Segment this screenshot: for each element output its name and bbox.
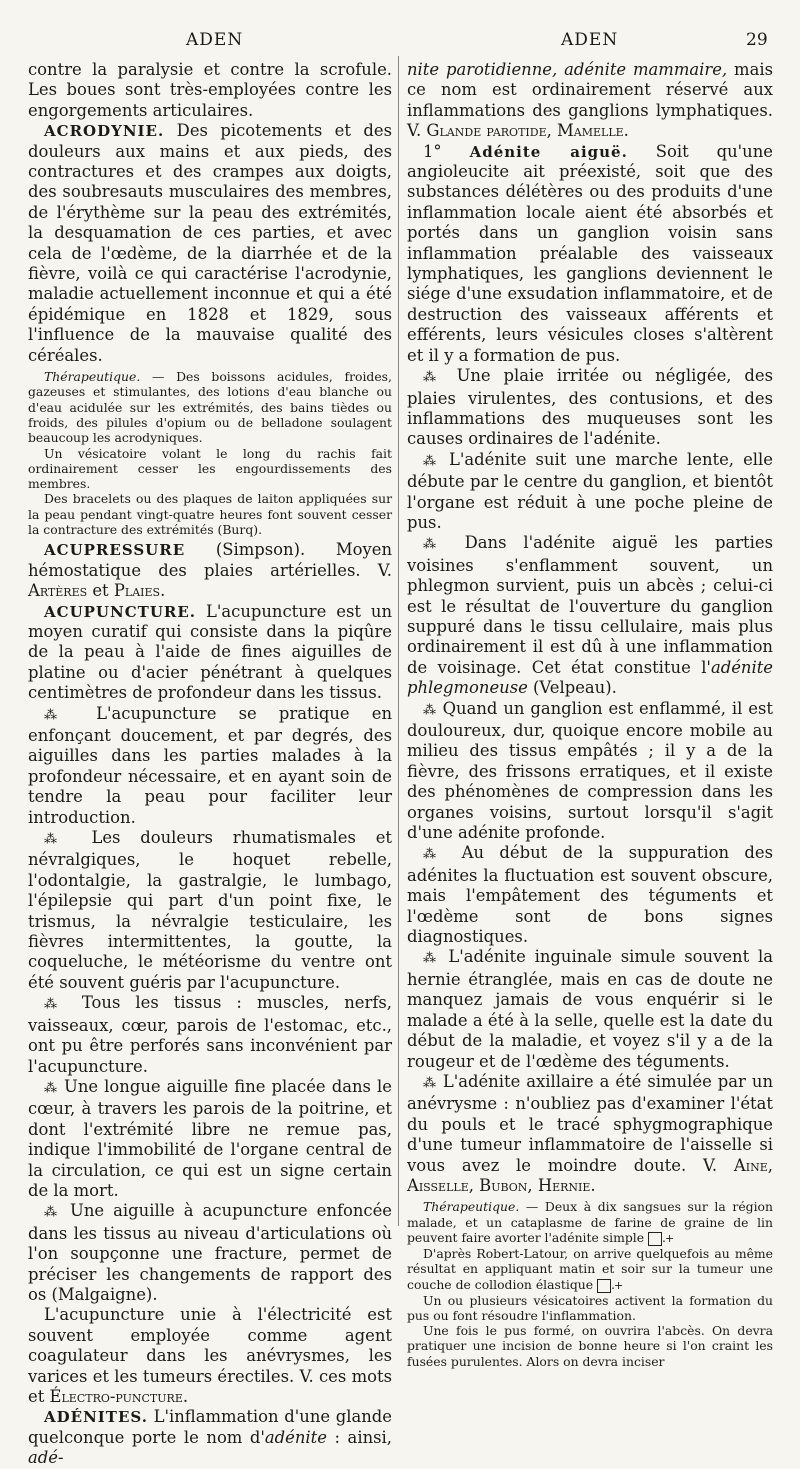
adenite-para-4 — [407, 699, 773, 844]
right-column — [407, 60, 774, 1369]
para-text: Au début de la suppuration des adénites la fluctuation est souvent obscure, mais l'empâtement des téguments et l'œdème sont de bons signes diagnostiques. — [407, 843, 774, 947]
para-text: L'acupuncture se pratique en enfonçant doucement, et par degrés, des aiguilles dans les parties malades à la profondeur nécessaire, et en ayant soin de tendre la peau pour faciliter leur introduction. — [28, 703, 393, 827]
punctuation: . — [611, 1276, 615, 1292]
adenite-abces: Une fois le pus formé, on ouvrira l'abcès. On devra pratiquer une incision de bonne heure si l'on craint les fusées purulentes. Alors on devra inciser — [407, 1323, 773, 1369]
adenite-para-1 — [407, 366, 773, 450]
para-text: L'adénite axillaire a été simulée par un anévrysme : n'oubliez pas d'examiner l'état du pouls et le tracé sphygmographique d'une tumeur inflammatoire de l'aisselle si vous avez le moindre doute. V. — [407, 1071, 774, 1175]
acupuncture-para-4 — [28, 1077, 392, 1201]
para-text: Soit qu'une angioleucite ait préexisté, soit que des substances délétères ou des produits d'une inflammation locale aient été absorbés et portés dans un ganglion voisin sans inflammation préalable des vaisseaux lymphatiques, les ganglions deviennent le siége d'une exsudation inflammatoire, et de destruction des vaisseaux afférents et efférents, leurs vésicules closes s'altèrent et il y a formation de pus. — [407, 141, 773, 365]
acupuncture-para-1 — [28, 704, 392, 828]
para-text: Les douleurs rhumatismales et névralgiques, le hoquet rebelle, l'odontalgie, la gastralgie, le lumbago, l'épilepsie qui part d'un point fixe, le trismus, la névralgie testiculaire, les fièvres intermittentes, la goutte, la coqueluche, le météorisme du ventre ont été souvent guéris par l'acupuncture. — [28, 828, 393, 992]
asterism-icon: ⁂ — [44, 997, 67, 1013]
entry-acupressure — [28, 540, 392, 601]
para-text: L'adénite inguinale simule souvent la hernie étranglée, mais en cas de doute ne manquez jamais de vous enquérir si le malade a été à la selle, quelle est la date du début de la maladie, et voyez s'il y a de la rougeur et de l'œdème des téguments. — [407, 947, 773, 1071]
para-text: Une aiguille à acupuncture enfoncée dans les tissus au niveau d'articulations où l'on soupçonne une fracture, permet de préciser les changements de rapport des os (Malgaigne). — [28, 1201, 393, 1304]
column-divider — [398, 56, 399, 1226]
entry-text: L'inflammation d'une glande quelconque porte le nom d' — [28, 1407, 392, 1447]
para-text: Tous les tissus : muscles, nerfs, vaisseaux, cœur, parois de l'estomac, etc., ont pu être perforés sans inconvénient par l'acupuncture. — [28, 993, 393, 1076]
asterism-icon: ⁂ — [44, 1080, 58, 1096]
right-running-title: ADEN — [561, 30, 619, 50]
page-number: 29 — [746, 30, 768, 50]
entry-text: Des picotements et des douleurs aux mains et aux pieds, des contractures et des crampes aux doigts, des soubresauts musculaires des membres, de l'érythème sur la peau des extrémités, la desquamation de ces parties, et avec cela de l'œdème, de la diarrhée et de la fièvre, voilà ce qui caractérise l'acrodynie, maladie actuellement inconnue et qui a été épidémique en 1828 et 1829, sous l'influence de la mauvaise qualité des céréales. — [28, 121, 393, 365]
asterism-icon: ⁂ — [44, 832, 72, 848]
entry-text: (Simpson). Moyen hémostatique des plaies artérielles. V. — [28, 540, 392, 580]
asterism-icon: ⁂ — [423, 537, 448, 553]
acupuncture-para-3 — [28, 993, 392, 1077]
cross-reference: Artères — [28, 581, 88, 601]
asterism-icon: ⁂ — [423, 847, 447, 863]
therapeutique-text: Des boissons acidules, froides, gazeuses et stimulantes, des lotions d'eau blanche ou d'eau acidulée sur les extrémités, des bains tièdes ou froids, des pilules d'opium ou de belladone soulagent beaucoup les acrodyniques. — [28, 369, 392, 446]
para-text: Dans l'adénite aiguë les parties voisines s'enflamment souvent, un phlegmon survient, puis un abcès ; celui-ci est le résultat de l'ouverture du ganglion suppuré dans le tissu cellulaire, mais plus ordinairement il est dû à une inflammation de voisinage. Cet état constitue l' — [407, 533, 773, 677]
adenite-para-7 — [407, 1072, 773, 1196]
section-number: 1° — [423, 141, 442, 161]
entry-acupuncture — [28, 602, 392, 704]
adenite-para-5 — [407, 843, 773, 947]
adenite-para-2 — [407, 450, 773, 534]
term: nite parotidienne, adénite mammaire, — [407, 60, 728, 79]
adenite-para-6 — [407, 947, 773, 1071]
therapeutique-adenite — [407, 1199, 773, 1246]
section-adenite-aigue — [407, 142, 773, 366]
therapeutique-acrodynie — [28, 369, 392, 445]
adenites-continued — [407, 60, 773, 142]
para-text: mais ce nom est ordinairement réservé aux inflammations des ganglions lymphatiques. V. — [407, 60, 773, 141]
conjunction: et — [92, 581, 109, 601]
para-text: D'après Robert-Latour, on arrive quelquefois au même résultat en appliquant matin et soir sur la tumeur une couche de collodion élastique — [407, 1245, 773, 1292]
punctuation: . — [662, 1229, 666, 1245]
entry-head: ACUPUNCTURE. — [44, 602, 197, 621]
entry-head: ACUPRESSURE — [44, 541, 186, 560]
para-text: L'acupuncture unie à l'électricité est souvent employée comme agent coagulateur dans les anévrysmes, les varices et les tumeurs érectiles. V. ces mots et — [28, 1305, 392, 1407]
acrodynie-bracelets: Des bracelets ou des plaques de laiton appliquées sur la peau pendant vingt-quatre heures font souvent cesser la contracture des extrémités (Burq). — [28, 491, 392, 538]
left-running-title: ADEN — [186, 30, 244, 50]
para-text: Une plaie irritée ou négligée, des plaies virulentes, des contusions, et des inflammations des muqueuses sont les causes ordinaires de l'adénite. — [407, 366, 773, 449]
section-head: Adénite aiguë. — [469, 142, 628, 161]
asterism-icon: ⁂ — [44, 1205, 61, 1221]
therapeutique-label: Thérapeutique. — — [44, 369, 165, 385]
therapeutique-text: Deux à dix sangsues sur la région malade, et un cataplasme de farine de graine de lin peuvent faire avorter l'adénite simple — [407, 1199, 773, 1245]
para-text: L'adénite suit une marche lente, elle débute par le centre du ganglion, et bientôt l'organe est réduit à une poche pleine de pus. — [407, 449, 773, 532]
therapeutique-label: Thérapeutique. — — [423, 1199, 539, 1215]
term-hyphenated: adé- — [28, 1448, 64, 1468]
asterism-icon: ⁂ — [423, 702, 437, 718]
asterism-icon: ⁂ — [423, 951, 440, 967]
adenite-vesicatoires: Un ou plusieurs vésicatoires activent la formation du pus ou font résoudre l'inflammation. — [407, 1292, 773, 1323]
entry-text: L'acupuncture est un moyen curatif qui consiste dans la piqûre de la peau à l'aide de fines aiguilles de platine ou d'acier pénétrant à quelques centimètres de profondeur dans les tissus. — [28, 601, 393, 703]
entry-text: : ainsi, — [334, 1427, 392, 1447]
para-text: Une longue aiguille fine placée dans le cœur, à travers les parois de la poitrine, et dont l'extrémité libre ne remue pas, indique l'immobilité de l'organe central de la circulation, ce qui est un signe certain de la mort. — [28, 1076, 393, 1200]
para-text: (Velpeau). — [527, 678, 617, 698]
cross-reference: Électro-puncture. — [49, 1387, 189, 1407]
adenite-para-3 — [407, 533, 773, 698]
left-column — [28, 60, 393, 1468]
acupuncture-para-5 — [28, 1201, 392, 1305]
acupuncture-para-2 — [28, 828, 392, 993]
acrodynie-vesicatoire: Un vésicatoire volant le long du rachis fait ordinairement cesser les engourdissements des membres. — [28, 445, 392, 492]
cross-box-icon: + — [648, 1232, 662, 1246]
cross-box-icon: + — [597, 1279, 611, 1293]
entry-head: ADÉNITES. — [44, 1408, 148, 1427]
term: adénite phlegmoneuse — [407, 657, 773, 698]
asterism-icon: ⁂ — [44, 707, 74, 723]
asterism-icon: ⁂ — [423, 453, 440, 469]
adenite-collodion — [407, 1246, 773, 1293]
term: adénite — [264, 1427, 327, 1447]
asterism-icon: ⁂ — [423, 370, 444, 386]
cross-reference: Plaies. — [113, 581, 166, 601]
entry-acrodynie — [28, 121, 392, 366]
running-header — [0, 0, 800, 60]
acupuncture-para-6 — [28, 1305, 392, 1407]
asterism-icon: ⁂ — [423, 1075, 437, 1091]
para-text: Quand un ganglion est enflammé, il est douloureux, dur, quoique encore mobile au milieu des tissus empâtés ; il y a de la fièvre, des frissons erratiques, et il existe des phénomènes de compression dans les organes voisins, surtout lorsqu'il s'agit d'une adénite profonde. — [407, 698, 774, 843]
paragraph-boues: contre la paralysie et contre la scrofule. Les boues sont très-employées contre les engorgements articulaires. — [28, 60, 392, 120]
cross-reference: Glande parotide, Mamelle. — [426, 121, 629, 141]
cross-reference: Aine, Aisselle, Bubon, Hernie. — [407, 1155, 773, 1195]
entry-adenites — [28, 1407, 392, 1468]
entry-head: ACRODYNIE. — [44, 122, 165, 141]
